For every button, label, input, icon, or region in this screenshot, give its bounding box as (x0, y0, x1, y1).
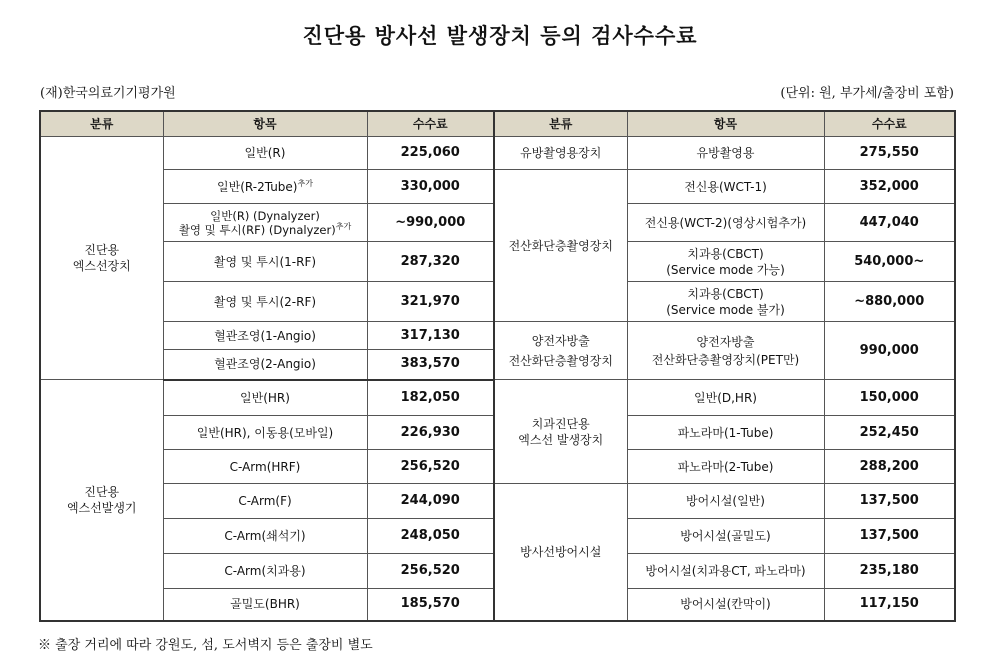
fee-cell: 182,050 (367, 380, 494, 416)
item-cell: 치과용(CBCT) (Service mode 불가) (627, 282, 824, 322)
fee-cell: 256,520 (367, 450, 494, 484)
item-cell: 전신용(WCT-1) (627, 170, 824, 204)
item-cell: 유방촬영용 (627, 137, 824, 170)
item-cell (163, 170, 367, 204)
category-pet-ct: 양전자방출 전산화단층촬영장치 (494, 322, 627, 380)
fee-cell: 117,150 (824, 589, 955, 621)
fee-cell: 185,570 (367, 589, 494, 621)
item-cell: C-Arm(치과용) (163, 554, 367, 589)
item-cell: 일반(D,HR) (627, 380, 824, 416)
table-row (40, 170, 955, 204)
fee-cell: 252,450 (824, 416, 955, 450)
category-xray-generator: 진단용 엑스선발생기 (40, 380, 163, 621)
footnote: ※ 출장 거리에 따라 강원도, 섬, 도서벽지 등은 출장비 별도 (38, 638, 373, 653)
table-row (40, 137, 955, 170)
fee-cell: 287,320 (367, 242, 494, 282)
item-cell (163, 204, 367, 242)
fee-cell: 352,000 (824, 170, 955, 204)
fee-cell: 288,200 (824, 450, 955, 484)
item-cell: 방어시설(골밀도) (627, 519, 824, 554)
fee-cell: 244,090 (367, 484, 494, 519)
item-cell: 골밀도(BHR) (163, 589, 367, 621)
fee-cell: 275,550 (824, 137, 955, 170)
organization-name: (재)한국의료기기평가원 (40, 86, 176, 101)
item-cell: 혈관조영(1-Angio) (163, 322, 367, 350)
superscript-note: 추가 (335, 221, 352, 231)
category-mammography: 유방촬영용장치 (494, 137, 627, 170)
header-fee: 수수료 (367, 111, 494, 137)
fee-cell: 540,000~ (824, 242, 955, 282)
item-cell: C-Arm(F) (163, 484, 367, 519)
fee-cell: 137,500 (824, 519, 955, 554)
item-cell: 방어시설(치과용CT, 파노라마) (627, 554, 824, 589)
fee-cell: 248,050 (367, 519, 494, 554)
fee-cell: 317,130 (367, 322, 494, 350)
fee-cell: 256,520 (367, 554, 494, 589)
fee-table (39, 110, 956, 622)
category-dental-xray: 치과진단용 엑스선 발생장치 (494, 380, 627, 484)
fee-cell: 330,000 (367, 170, 494, 204)
header-fee-2: 수수료 (824, 111, 955, 137)
fee-cell: 150,000 (824, 380, 955, 416)
fee-cell: 383,570 (367, 350, 494, 380)
header-category: 분류 (40, 111, 163, 137)
item-cell: 전신용(WCT-2)(영상시험추가) (627, 204, 824, 242)
unit-note: (단위: 원, 부가세/출장비 포함) (780, 86, 954, 101)
item-cell: 방어시설(일반) (627, 484, 824, 519)
fee-cell: 226,930 (367, 416, 494, 450)
table-row (40, 484, 955, 519)
item-cell: 일반(R) (163, 137, 367, 170)
item-cell: 촬영 및 투시(2-RF) (163, 282, 367, 322)
category-ct: 전산화단층촬영장치 (494, 170, 627, 322)
header-item: 항목 (163, 111, 367, 137)
fee-cell: 447,040 (824, 204, 955, 242)
item-cell: 일반(HR), 이동용(모바일) (163, 416, 367, 450)
superscript-note: 추가 (297, 178, 313, 188)
fee-cell: 225,060 (367, 137, 494, 170)
fee-cell: 990,000 (824, 322, 955, 380)
table-row (40, 380, 955, 416)
item-cell: 양전자방출 전산화단층촬영장치(PET만) (627, 322, 824, 380)
page-title: 진단용 방사선 발생장치 등의 검사수수료 (302, 23, 698, 48)
item-cell: 촬영 및 투시(1-RF) (163, 242, 367, 282)
item-cell: 파노라마(2-Tube) (627, 450, 824, 484)
item-cell: 혈관조영(2-Angio) (163, 350, 367, 380)
table-header-row (40, 111, 955, 137)
item-text: 일반(R-2Tube) (217, 179, 298, 194)
item-cell: 방어시설(칸막이) (627, 589, 824, 621)
item-cell: 일반(HR) (163, 380, 367, 416)
fee-cell: 321,970 (367, 282, 494, 322)
fee-cell: 137,500 (824, 484, 955, 519)
fee-cell: 235,180 (824, 554, 955, 589)
fee-cell: ~990,000 (367, 204, 494, 242)
item-cell: C-Arm(HRF) (163, 450, 367, 484)
category-xray-device: 진단용 엑스선장치 (40, 137, 163, 380)
fee-cell: ~880,000 (824, 282, 955, 322)
item-cell: C-Arm(쇄석기) (163, 519, 367, 554)
item-cell: 파노라마(1-Tube) (627, 416, 824, 450)
header-category-2: 분류 (494, 111, 627, 137)
table-row (40, 322, 955, 350)
item-cell: 치과용(CBCT) (Service mode 가능) (627, 242, 824, 282)
item-text: 일반(R) (Dynalyzer) 촬영 및 투시(RF) (Dynalyzer) (178, 208, 336, 237)
header-item-2: 항목 (627, 111, 824, 137)
category-radiation-shielding: 방사선방어시설 (494, 484, 627, 621)
